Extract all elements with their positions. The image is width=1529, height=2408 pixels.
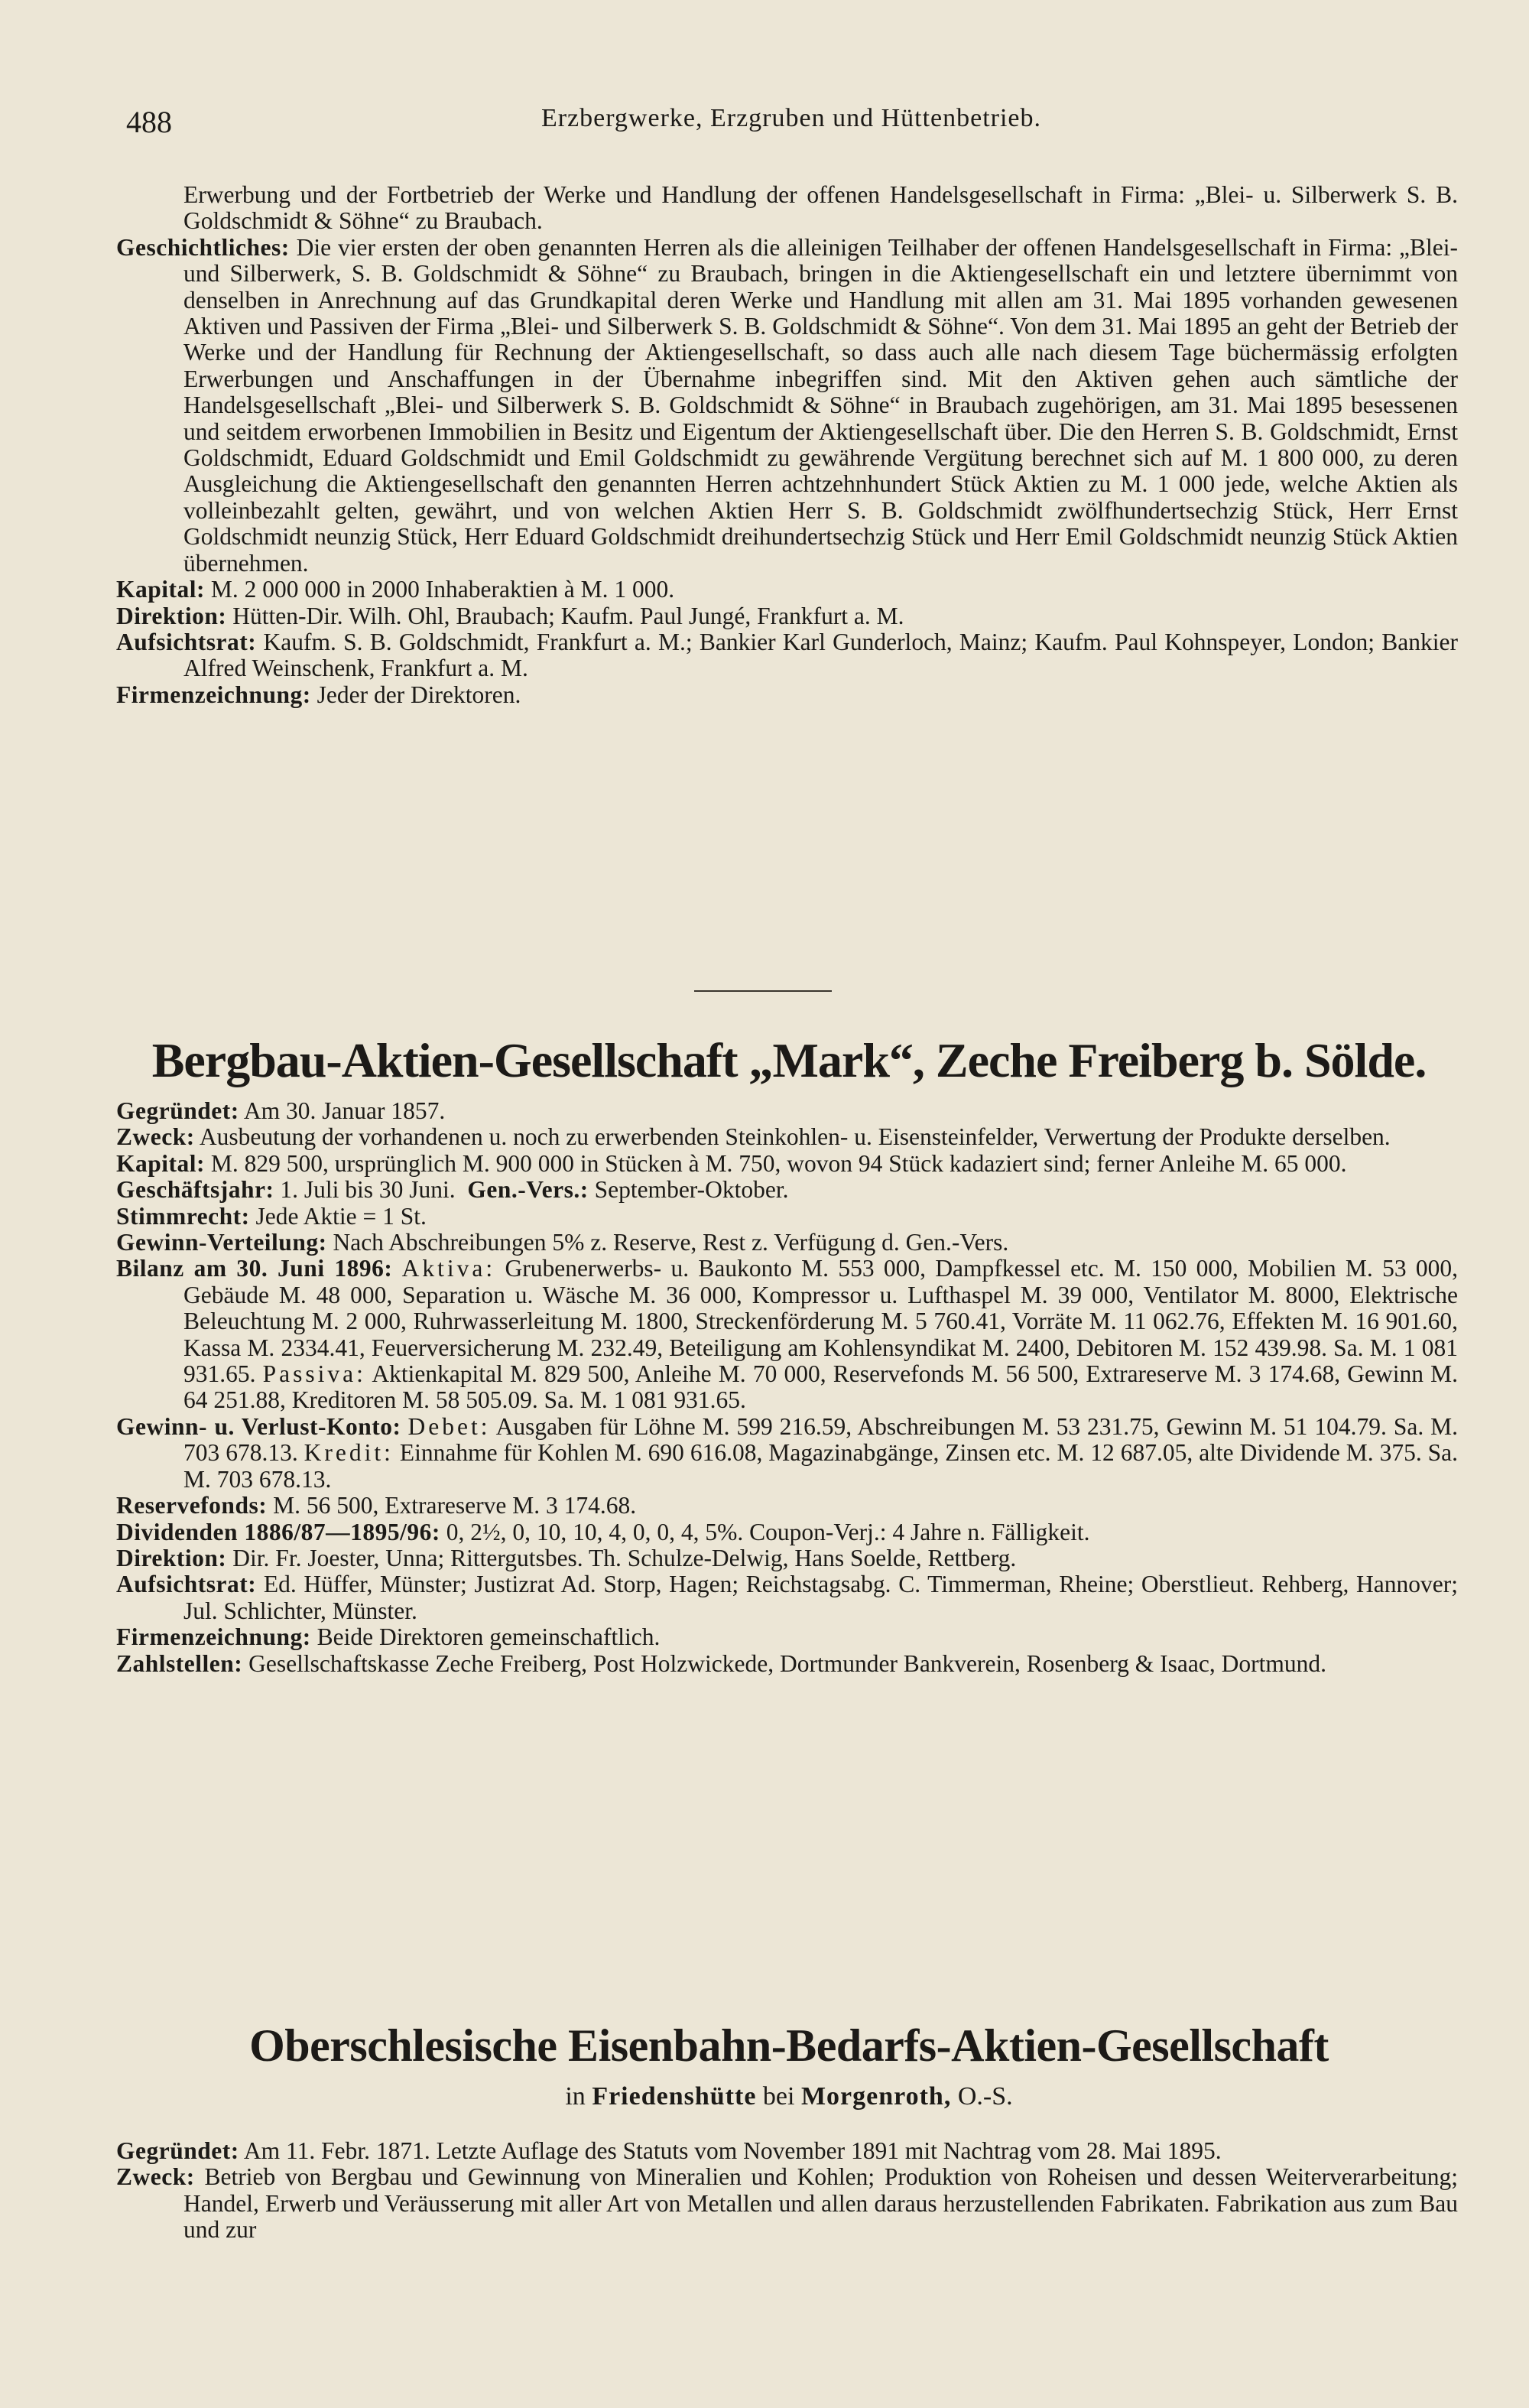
label-passiva: Passiva: bbox=[262, 1360, 366, 1388]
text-gegruendet: Am 11. Febr. 1871. Letzte Auflage des Statuts vom November 1891 mit Nachtrag vom 28. Mai 1895. bbox=[243, 2137, 1222, 2164]
label-firmenzeichnung: Firmenzeichnung: bbox=[116, 681, 311, 708]
text-direktion: Hütten-Dir. Wilh. Ohl, Braubach; Kaufm. Paul Jungé, Frankfurt a. M. bbox=[232, 602, 904, 629]
subtitle-bei: bei bbox=[762, 2082, 795, 2111]
entry-gewinnverteilung bbox=[116, 1230, 1458, 1256]
entry-stimmrecht bbox=[116, 1204, 1458, 1230]
entry-kapital bbox=[116, 577, 1458, 603]
label-genvers: Gen.-Vers.: bbox=[467, 1176, 589, 1204]
label-geschichtliches: Geschichtliches: bbox=[116, 233, 290, 261]
label-reservefonds: Reservefonds: bbox=[116, 1492, 268, 1519]
label-kredit: Kredit: bbox=[304, 1439, 394, 1467]
entry-aufsichtsrat bbox=[116, 1571, 1458, 1624]
subtitle-town: Morgenroth, bbox=[800, 2082, 952, 2111]
entry-bilanz bbox=[116, 1256, 1458, 1413]
text-geschaeftsjahr: 1. Juli bis 30 Juni. bbox=[280, 1176, 456, 1204]
text-genvers: September-Oktober. bbox=[594, 1176, 789, 1204]
company-subtitle bbox=[116, 2081, 1462, 2112]
section-previous-company bbox=[116, 182, 1458, 708]
text-firmenzeichnung: Beide Direktoren gemeinschaftlich. bbox=[317, 1623, 661, 1651]
label-gewinnverteilung: Gewinn-Verteilung: bbox=[116, 1229, 327, 1256]
subtitle-region: O.-S. bbox=[957, 2082, 1013, 2111]
label-geschaeftsjahr: Geschäftsjahr: bbox=[116, 1176, 274, 1204]
label-kapital: Kapital: bbox=[116, 576, 206, 603]
label-direktion: Direktion: bbox=[116, 1544, 227, 1571]
text-aktiva: Grubenerwerbs- u. Baukonto M. 553 000, Dampfkessel etc. M. 150 000, Mobilien M. 53 000, Gebäude M. 48 000, Separation u. Wäsche M. 36 000, Kompressor u. Lufthaspel M. 39 000, Ventilator M. 8000, Elektrische Beleuchtung M. 2 000, Ruhrwasserleitung M. 1800, Streckenförderung M. 5 760.41, Vorräte M. 11 062.76, Effekten M. 16 901.60, Kassa M. 2334.41, Feuerversicherung M. 232.49, Beteiligung am Kohlensyndikat M. 2400, Debitoren M. 152 439.98. Sa. M. 1 081 931.65. bbox=[183, 1255, 1459, 1388]
subtitle-place: Friedenshütte bbox=[592, 2082, 757, 2111]
entry-zweck bbox=[116, 2164, 1458, 2243]
entry-guv bbox=[116, 1414, 1458, 1493]
label-direktion: Direktion: bbox=[116, 602, 227, 629]
label-aufsichtsrat: Aufsichtsrat: bbox=[116, 628, 257, 655]
text-dividenden: 0, 2½, 0, 10, 10, 4, 0, 0, 4, 5%. Coupon-Verj.: 4 Jahre n. Fälligkeit. bbox=[446, 1518, 1090, 1545]
entry-direktion bbox=[116, 603, 1458, 629]
section-divider bbox=[694, 990, 832, 992]
entry-direktion bbox=[116, 1545, 1458, 1571]
text-direktion: Dir. Fr. Joester, Unna; Rittergutsbes. Th. Schulze-Delwig, Hans Soelde, Rettberg. bbox=[232, 1544, 1017, 1571]
entry-dividenden bbox=[116, 1519, 1458, 1545]
label-bilanz: Bilanz am 30. Juni 1896: bbox=[116, 1255, 393, 1282]
label-firmenzeichnung: Firmenzeichnung: bbox=[116, 1623, 311, 1651]
running-title: Erzbergwerke, Erzgruben und Hüttenbetrieb. bbox=[541, 104, 1042, 132]
entry-gegruendet bbox=[116, 2138, 1458, 2164]
intro-paragraph: Erwerbung und der Fortbetrieb der Werke und Handlung der offenen Handelsgesellschaft in Firma: „Blei- u. Silberwerk S. B. Goldschmidt & Söhne“ zu Braubach. bbox=[183, 181, 1458, 235]
text-kredit: Einnahme für Kohlen M. 690 616.08, Magazinabgänge, Zinsen etc. M. 12 687.05, alte Dividende M. 375. Sa. M. 703 678.13. bbox=[183, 1439, 1459, 1493]
label-guv: Gewinn- u. Verlust-Konto: bbox=[116, 1412, 401, 1440]
entry-reservefonds bbox=[116, 1493, 1458, 1519]
entry-zweck bbox=[116, 1124, 1458, 1150]
text-kapital: M. 2 000 000 in 2000 Inhaberaktien à M. 1 000. bbox=[210, 576, 675, 603]
entry-geschaeftsjahr bbox=[116, 1177, 1458, 1203]
text-firmenzeichnung: Jeder der Direktoren. bbox=[317, 681, 521, 708]
label-dividenden: Dividenden 1886/87—1895/96: bbox=[116, 1518, 440, 1545]
text-stimmrecht: Jede Aktie = 1 St. bbox=[255, 1202, 427, 1230]
page-number: 488 bbox=[126, 105, 172, 139]
text-aufsichtsrat: Kaufm. S. B. Goldschmidt, Frankfurt a. M.; Bankier Karl Gunderloch, Mainz; Kaufm. Paul Kohnspeyer, London; Bankier Alfred Weinschenk, Frankfurt a. M. bbox=[183, 628, 1458, 682]
entry-gegruendet bbox=[116, 1098, 1458, 1124]
text-geschichtliches: Die vier ersten der oben genannten Herren als die alleinigen Teilhaber der offenen Handelsgesellschaft in Firma: „Blei- und Silberwerk, S. B. Goldschmidt & Söhne“ zu Braubach, bringen in die Aktiengesellschaft ein und letztere übernimmt von denselben in Anrechnung auf das Grundkapital deren Werke und Handlung mit allen am 31. Mai 1895 vorhanden gewesenen Aktiven und Passiven der Firma „Blei- und Silberwerk S. B. Goldschmidt & Söhne“. Von dem 31. Mai 1895 an geht der Betrieb der Werke und der Handlung für Rechnung der Aktiengesellschaft, so dass auch alle nach diesem Tage büchermässig erfolgten Erwerbungen und Anschaffungen in der Übernahme inbegriffen sind. Mit den Aktiven gehen auch sämtliche der Handelsgesellschaft „Blei- und Silberwerk S. B. Goldschmidt & Söhne“ in Braubach zugehörigen, am 31. Mai 1895 besessenen und seitdem erworbenen Immobilien in Besitz und Eigentum der Aktiengesellschaft über. Die den Herren S. B. Goldschmidt, Ernst Goldschmidt, Eduard Goldschmidt und Emil Goldschmidt zu gewährende Vergütung berechnet sich auf M. 1 800 000, zu deren Ausgleichung die Aktiengesellschaft den genannten Herren achtzehnhundert Stück Aktien zu M. 1 000 jede, welche Aktien als volleinbezahlt gelten, gewährt, und von welchen Aktien Herr S. B. Goldschmidt zwölfhundertsechzig Stück, Herr Ernst Goldschmidt neunzig Stück, Herr Eduard Goldschmidt dreihundertsechzig Stück und Herr Emil Goldschmidt neunzig Stück Aktien übernehmen. bbox=[183, 233, 1459, 577]
text-zweck: Ausbeutung der vorhandenen u. noch zu erwerbenden Steinkohlen- u. Eisensteinfelder, Verwertung der Produkte derselben. bbox=[199, 1123, 1391, 1151]
text-gewinnverteilung: Nach Abschreibungen 5% z. Reserve, Rest z. Verfügung d. Gen.-Vers. bbox=[333, 1229, 1009, 1256]
subtitle-in: in bbox=[565, 2082, 586, 2111]
page-header bbox=[126, 104, 1456, 139]
label-zweck: Zweck: bbox=[116, 1123, 195, 1151]
label-kapital: Kapital: bbox=[116, 1149, 206, 1177]
label-aufsichtsrat: Aufsichtsrat: bbox=[116, 1571, 257, 1598]
entry-kapital bbox=[116, 1151, 1458, 1177]
text-passiva: Aktienkapital M. 829 500, Anleihe M. 70 000, Reservefonds M. 56 500, Extrareserve M. 3 174.68, Gewinn M. 64 251.88, Kreditoren M. 58 505.09. Sa. M. 1 081 931.65. bbox=[183, 1360, 1459, 1414]
entry-geschichtliches bbox=[116, 235, 1458, 577]
text-gegruendet: Am 30. Januar 1857. bbox=[243, 1097, 446, 1124]
company-title-oberschlesische: Oberschlesische Eisenbahn-Bedarfs-Aktien-Gesellschaft bbox=[249, 2020, 1329, 2071]
label-gegruendet: Gegründet: bbox=[116, 1097, 239, 1124]
section-mark bbox=[116, 1098, 1458, 1677]
label-zweck: Zweck: bbox=[116, 2163, 195, 2191]
text-aufsichtsrat: Ed. Hüffer, Münster; Justizrat Ad. Storp, Hagen; Reichstagsabg. C. Timmerman, Rheine; Oberstlieut. Rehberg, Hannover; Jul. Schlichter, Münster. bbox=[183, 1571, 1459, 1624]
entry-firmenzeichnung bbox=[116, 682, 1458, 708]
company-title-mark: Bergbau-Aktien-Gesellschaft „Mark“, Zeche Freiberg b. Sölde. bbox=[151, 1033, 1427, 1087]
entry-firmenzeichnung bbox=[116, 1624, 1458, 1650]
label-debet: Debet: bbox=[407, 1412, 491, 1440]
label-zahlstellen: Zahlstellen: bbox=[116, 1649, 243, 1677]
label-aktiva: Aktiva: bbox=[401, 1255, 496, 1282]
text-zahlstellen: Gesellschaftskasse Zeche Freiberg, Post Holzwickede, Dortmunder Bankverein, Rosenberg & Isaac, Dortmund. bbox=[248, 1649, 1326, 1677]
text-debet: Ausgaben für Löhne M. 599 216.59, Abschreibungen M. 53 231.75, Gewinn M. 51 104.79. Sa. M. 703 678.13. bbox=[183, 1412, 1459, 1467]
label-stimmrecht: Stimmrecht: bbox=[116, 1202, 250, 1230]
label-gegruendet: Gegründet: bbox=[116, 2137, 239, 2164]
section-oberschlesische bbox=[116, 2138, 1458, 2244]
text-zweck: Betrieb von Bergbau und Gewinnung von Mineralien und Kohlen; Produktion von Roheisen und dessen Weiterverarbeitung; Handel, Erwerb und Veräusserung mit aller Art von Metallen und allen daraus herzustellenden Fabrikaten. Fabrikation aus zum Bau und zur bbox=[183, 2163, 1458, 2244]
entry-zahlstellen bbox=[116, 1651, 1458, 1677]
text-reservefonds: M. 56 500, Extrareserve M. 3 174.68. bbox=[273, 1492, 637, 1519]
text-kapital: M. 829 500, ursprünglich M. 900 000 in Stücken à M. 750, wovon 94 Stück kadaziert sind; ferner Anleihe M. 65 000. bbox=[210, 1149, 1347, 1177]
entry-aufsichtsrat bbox=[116, 629, 1458, 682]
